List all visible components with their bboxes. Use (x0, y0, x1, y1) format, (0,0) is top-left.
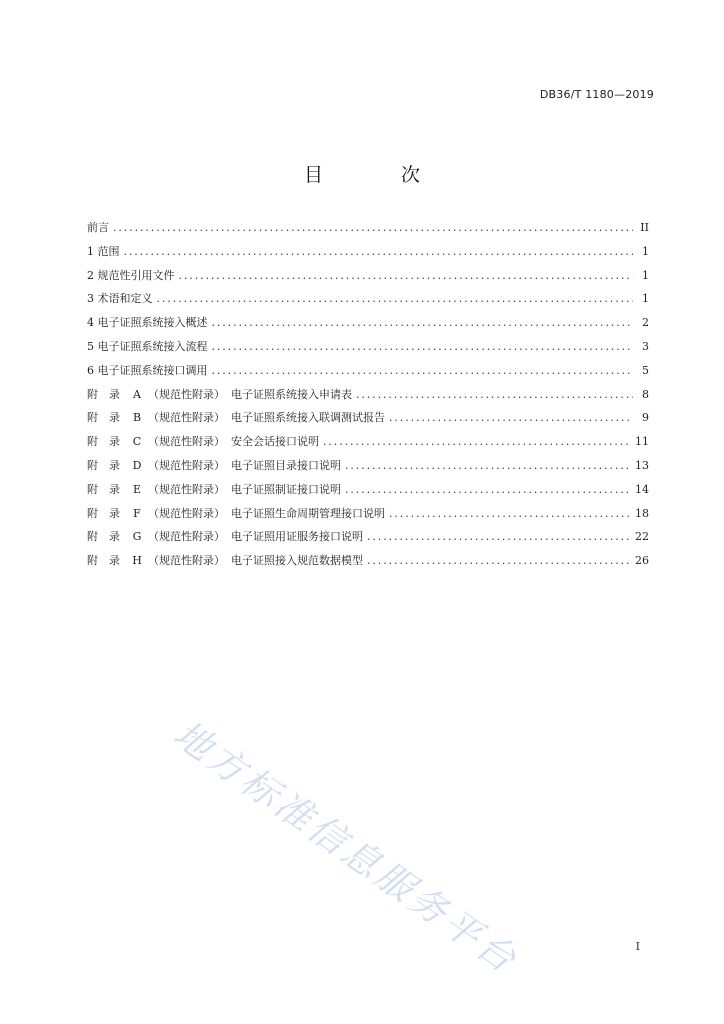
appendix-letter: G (132, 530, 142, 544)
toc-entry-page: 8 (642, 387, 649, 401)
toc-entry-label: 3 术语和定义 (87, 292, 153, 306)
toc-entry-label: 5 电子证照系统接入流程 (87, 339, 208, 353)
toc-entry-label (87, 433, 319, 449)
appendix-name: 电子证照制证接口说明 (231, 482, 341, 496)
toc-leader-dots (212, 364, 634, 377)
table-of-contents (87, 219, 649, 576)
toc-entry-page: II (640, 221, 649, 234)
toc-entry-page: 1 (642, 292, 649, 306)
toc-leader-dots (367, 554, 631, 567)
appendix-word: 附 录 (87, 411, 120, 425)
appendix-word: 附 录 (87, 482, 120, 496)
toc-leader-dots (356, 388, 633, 401)
toc-entry-label (87, 528, 363, 544)
appendix-kind: （规范性附录） (148, 554, 225, 568)
appendix-name: 电子证照生命周期管理接口说明 (231, 506, 385, 520)
toc-entry-label (87, 457, 341, 473)
toc-entry-label: 2 规范性引用文件 (87, 268, 175, 282)
appendix-name: 安全会话接口说明 (231, 435, 319, 449)
appendix-letter: E (132, 482, 142, 496)
appendix-letter: A (133, 387, 141, 401)
toc-entry-overview[interactable] (87, 314, 649, 338)
appendix-kind: （规范性附录） (148, 506, 225, 520)
toc-leader-dots (157, 292, 634, 305)
toc-entry-page: 14 (635, 482, 649, 496)
toc-entry-appendix-d[interactable] (87, 457, 649, 481)
toc-leader-dots (113, 221, 633, 234)
appendix-kind: （规范性附录） (148, 458, 225, 472)
appendix-name: 电子证照系统接入申请表 (231, 387, 352, 401)
toc-leader-dots (212, 316, 634, 329)
toc-entry-appendix-f[interactable] (87, 505, 649, 529)
watermark: 地方标准信息服务平台 (165, 712, 527, 983)
toc-entry-page: 5 (642, 363, 649, 377)
appendix-kind: （规范性附录） (148, 387, 225, 401)
appendix-word: 附 录 (87, 554, 120, 568)
toc-entry-label (87, 409, 385, 425)
toc-entry-terms[interactable] (87, 290, 649, 314)
appendix-name: 电子证照接入规范数据模型 (231, 554, 363, 568)
toc-entry-label (87, 481, 341, 497)
toc-leader-dots (345, 483, 631, 496)
toc-entry-label: 1 范围 (87, 244, 120, 258)
toc-leader-dots (323, 435, 631, 448)
appendix-letter: C (132, 435, 142, 449)
toc-entry-page: 1 (642, 244, 649, 258)
toc-entry-appendix-e[interactable] (87, 481, 649, 505)
toc-leader-dots (367, 530, 631, 543)
appendix-name: 电子证照系统接入联调测试报告 (231, 411, 385, 425)
toc-leader-dots (389, 507, 631, 520)
toc-entry-page: 11 (635, 435, 649, 449)
toc-leader-dots (179, 269, 634, 282)
page-number: I (635, 940, 640, 953)
toc-entry-page: 3 (642, 339, 649, 353)
appendix-kind: （规范性附录） (148, 482, 225, 496)
toc-entry-label: 前言 (87, 221, 109, 234)
toc-entry-page: 22 (635, 530, 649, 544)
toc-leader-dots (212, 340, 634, 353)
appendix-kind: （规范性附录） (148, 411, 225, 425)
appendix-word: 附 录 (87, 530, 120, 544)
toc-entry-page: 1 (642, 268, 649, 282)
toc-entry-page: 18 (635, 506, 649, 520)
appendix-word: 附 录 (87, 506, 120, 520)
appendix-letter: B (132, 411, 142, 425)
appendix-letter: F (133, 506, 141, 520)
toc-entry-appendix-g[interactable] (87, 528, 649, 552)
toc-leader-dots (124, 245, 634, 258)
toc-entry-label: 4 电子证照系统接入概述 (87, 316, 208, 330)
toc-entry-appendix-c[interactable] (87, 433, 649, 457)
toc-entry-label (87, 552, 363, 568)
header-code: DB36/T 1180—2019 (539, 88, 654, 101)
toc-entry-page: 13 (635, 458, 649, 472)
appendix-letter: H (132, 554, 142, 568)
toc-leader-dots (389, 411, 633, 424)
toc-entry-label (87, 386, 352, 402)
appendix-name: 电子证照目录接口说明 (231, 458, 341, 472)
page-title: 目 次 (303, 164, 457, 186)
toc-entry-appendix-a[interactable] (87, 386, 649, 410)
toc-leader-dots (345, 459, 631, 472)
toc-entry-page: 26 (635, 554, 649, 568)
toc-entry-process[interactable] (87, 338, 649, 362)
toc-entry-scope[interactable] (87, 243, 649, 267)
appendix-kind: （规范性附录） (148, 530, 225, 544)
appendix-name: 电子证照用证服务接口说明 (231, 530, 363, 544)
appendix-word: 附 录 (87, 435, 120, 449)
toc-entry-appendix-b[interactable] (87, 409, 649, 433)
toc-entry-foreword[interactable] (87, 219, 649, 243)
toc-entry-normative-references[interactable] (87, 267, 649, 291)
toc-entry-label: 6 电子证照系统接口调用 (87, 363, 208, 377)
toc-entry-page: 9 (642, 411, 649, 425)
toc-entry-label (87, 505, 385, 521)
toc-entry-page: 2 (642, 316, 649, 330)
appendix-word: 附 录 (87, 387, 120, 401)
appendix-letter: D (132, 458, 142, 472)
toc-entry-appendix-h[interactable] (87, 552, 649, 576)
appendix-kind: （规范性附录） (148, 435, 225, 449)
toc-entry-interface-call[interactable] (87, 362, 649, 386)
appendix-word: 附 录 (87, 458, 120, 472)
